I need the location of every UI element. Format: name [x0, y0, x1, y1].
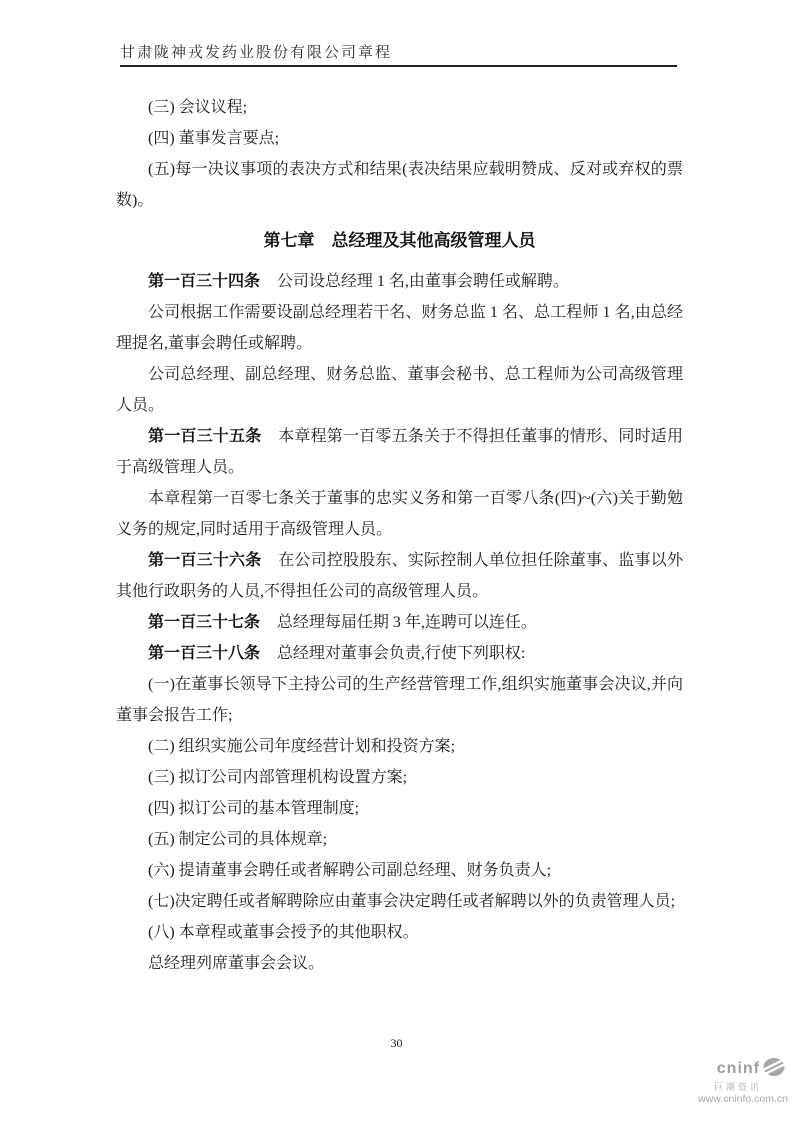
paragraph-text: 在公司控股股东、实际控制人单位担任除董事、监事以外其他行政职务的人员,不得担任公司的高级管理人员。	[116, 552, 683, 600]
paragraph: (五)每一决议事项的表决方式和结果(表决结果应载明赞成、反对或弃权的票数)。	[116, 161, 683, 209]
page-number: 30	[390, 1036, 403, 1050]
paragraph	[116, 545, 683, 607]
cninfo-brand-row	[717, 1057, 788, 1082]
paragraph: (三) 拟订公司内部管理机构设置方案;	[148, 769, 408, 786]
article-number: 第一百三十八条	[148, 645, 261, 662]
chapter-heading: 第七章 总经理及其他高级管理人员	[263, 231, 536, 250]
page-header	[120, 45, 677, 67]
article-number: 第一百三十五条	[148, 428, 262, 445]
cninfo-url: www.cninfo.com.cn	[698, 1093, 788, 1106]
paragraph: (四) 董事发言要点;	[148, 130, 280, 147]
paragraph-text: 总经理每届任期 3 年,连聘可以连任。	[276, 614, 537, 631]
cninfo-cn-name: 巨潮资讯	[713, 1081, 762, 1092]
cninfo-brand-text: cninf	[716, 1060, 760, 1078]
paragraph-text: 总经理对董事会负责,行使下列职权:	[276, 645, 526, 662]
paragraph	[116, 421, 683, 483]
document-body	[116, 92, 683, 979]
paragraph	[116, 266, 683, 297]
paragraph	[116, 607, 683, 638]
paragraph: 公司总经理、副总经理、财务总监、董事会秘书、总工程师为公司高级管理人员。	[116, 366, 683, 414]
paragraph: (七)决定聘任或者解聘除应由董事会决定聘任或者解聘以外的负责管理人员;	[148, 893, 676, 910]
paragraph-text: 公司设总经理 1 名,由董事会聘任或解聘。	[276, 273, 569, 290]
paragraph: 公司根据工作需要设副总经理若干名、财务总监 1 名、总工程师 1 名,由总经理提名,董事会聘任或解聘。	[116, 304, 683, 352]
paragraph: (一)在董事长领导下主持公司的生产经营管理工作,组织实施董事会决议,并向董事会报告工作;	[116, 676, 683, 724]
paragraph: (二) 组织实施公司年度经营计划和投资方案;	[148, 738, 456, 755]
header-title: 甘肃陇神戎发药业股份有限公司章程	[120, 45, 393, 61]
cninfo-logo	[698, 1057, 788, 1106]
paragraph: 总经理列席董事会会议。	[148, 955, 325, 972]
paragraph: (六) 提请董事会聘任或者解聘公司副总经理、财务负责人;	[148, 862, 552, 879]
paragraph	[116, 638, 683, 669]
paragraph: (八) 本章程或董事会授予的其他职权。	[148, 924, 419, 941]
article-number: 第一百三十七条	[148, 614, 261, 631]
paragraph: (三) 会议议程;	[148, 99, 248, 116]
paragraph-text: 本章程第一百零五条关于不得担任董事的情形、同时适用于高级管理人员。	[116, 428, 683, 476]
article-number: 第一百三十六条	[148, 552, 262, 569]
paragraph: (五) 制定公司的具体规章;	[148, 831, 328, 848]
paragraph: 本章程第一百零七条关于董事的忠实义务和第一百零八条(四)~(六)关于勤勉义务的规定,同时适用于高级管理人员。	[116, 490, 683, 538]
cninfo-swirl-icon	[762, 1057, 786, 1082]
article-number: 第一百三十四条	[148, 273, 261, 290]
paragraph: (四) 拟订公司的基本管理制度;	[148, 800, 360, 817]
